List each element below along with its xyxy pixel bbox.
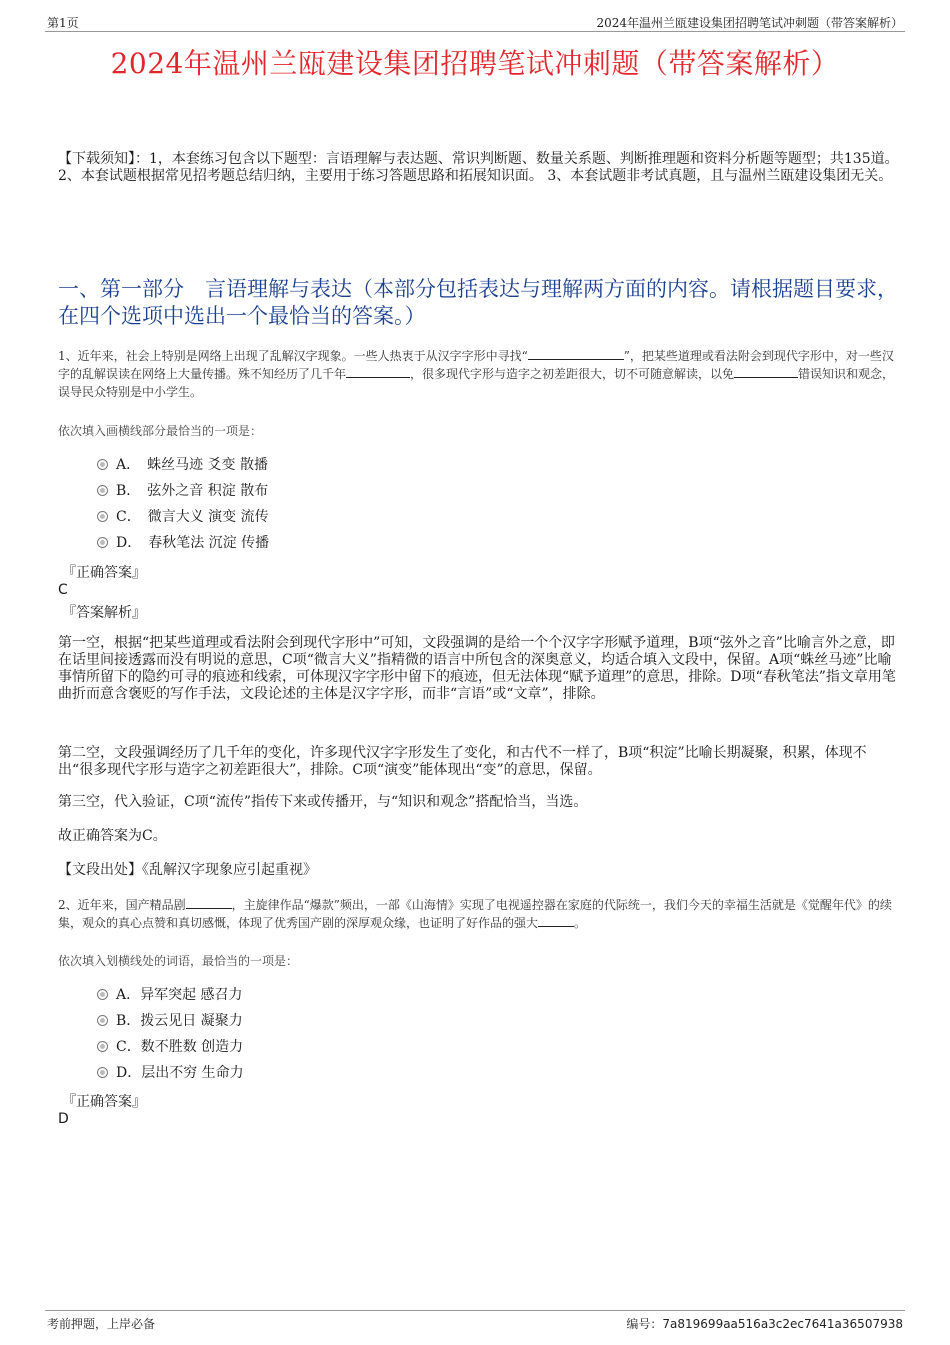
radio-icon[interactable] bbox=[97, 485, 108, 496]
question-1-prompt: 依次填入画横线部分最恰当的一项是： bbox=[58, 424, 263, 438]
source-citation: 【文段出处】《乱解汉字现象应引起重视》 bbox=[58, 862, 317, 878]
blank-1 bbox=[528, 348, 624, 360]
radio-icon[interactable] bbox=[97, 511, 108, 522]
blank-2 bbox=[346, 366, 410, 378]
radio-icon[interactable] bbox=[97, 1015, 108, 1026]
correct-answer-label: 『正确答案』 bbox=[62, 1094, 146, 1110]
correct-answer-label: 『正确答案』 bbox=[62, 565, 146, 581]
option-b[interactable]: B． 弦外之音 积淀 散布 bbox=[97, 481, 268, 501]
page-number: 第1页 bbox=[47, 16, 79, 30]
analysis-paragraph-1: 第一空，根据“把某些道理或看法附会到现代字形中”可知，文段强调的是给一个个汉字字形赋予道理，B项“弦外之音”比喻言外之意，即在话里间接透露而没有明说的意思，C项“微言大义”指精微的语言中所包含的深奥意义，均适合填入文段中，保留。A项“蛛丝马迹”比喻事情所留下的隐约可寻的痕迹和线索，可体现汉字字形中留下的痕迹，但无法体现“赋予道理”的意思，排除。D项“春秋笔法”指文章用笔曲折而意含褒贬的写作手法，文段论述的主体是汉字字形，而非“言语”或“文章”，排除。 bbox=[58, 635, 896, 702]
correct-answer: C bbox=[58, 582, 68, 598]
option-c[interactable]: C． 微言大义 演变 流传 bbox=[97, 507, 269, 527]
option-c[interactable]: C．数不胜数 创造力 bbox=[97, 1037, 243, 1057]
question-2-stem: 2、近年来，国产精品剧 ，主旋律作品“爆款”频出，一部《山海情》实现了电视遥控器在家庭的代际统一，我们今天的幸福生活就是《觉醒年代》的续集，观众的真心点赞和真切感慨，体现了优秀国产剧的深厚观众缘，也证明了好作品的强大 。 bbox=[58, 898, 892, 930]
header-divider bbox=[45, 31, 905, 32]
header-doc-title: 2024年温州兰瓯建设集团招聘笔试冲刺题（带答案解析） bbox=[596, 16, 903, 30]
analysis-paragraph-3: 第三空，代入验证，C项“流传”指传下来或传播开，与“知识和观念”搭配恰当，当选。 bbox=[58, 794, 588, 810]
radio-icon[interactable] bbox=[97, 1067, 108, 1078]
radio-icon[interactable] bbox=[97, 537, 108, 548]
document-code: 编号：7a819699aa516a3c2ec7641a36507938 bbox=[626, 1317, 903, 1331]
correct-answer: D bbox=[58, 1111, 69, 1127]
radio-icon[interactable] bbox=[97, 989, 108, 1000]
option-a[interactable]: A．异军突起 感召力 bbox=[97, 985, 243, 1005]
option-d[interactable]: D． 春秋笔法 沉淀 传播 bbox=[97, 533, 269, 553]
radio-icon[interactable] bbox=[97, 1041, 108, 1052]
analysis-paragraph-2: 第二空，文段强调经历了几千年的变化，许多现代汉字字形发生了变化，和古代不一样了，B项“积淀”比喻长期凝聚，积累，体现不出“很多现代字形与造字之初差距很大”，排除。C项“演变”能体现出“变”的意思，保留。 bbox=[58, 745, 867, 778]
blank-2 bbox=[538, 915, 574, 927]
blank-1 bbox=[186, 897, 232, 909]
page-title: 2024年温州兰瓯建设集团招聘笔试冲刺题（带答案解析） bbox=[110, 47, 840, 80]
footer-slogan: 考前押题，上岸必备 bbox=[47, 1317, 156, 1331]
download-notice: 【下载须知】：1，本套练习包含以下题型：言语理解与表达题、常识判断题、数量关系题、判断推理题和资料分析题等题型；共135道。 2、本套试题根据常见招考题总结归纳，主要用于练习答题思路和拓展知识面。 3、本套试题非考试真题，且与温州兰瓯建设集团无关。 bbox=[58, 151, 899, 184]
radio-icon[interactable] bbox=[97, 459, 108, 470]
option-a[interactable]: A． 蛛丝马迹 爻变 散播 bbox=[97, 455, 268, 475]
option-d[interactable]: D．层出不穷 生命力 bbox=[97, 1063, 244, 1083]
analysis-conclusion: 故正确答案为C。 bbox=[58, 828, 167, 844]
option-b[interactable]: B．拨云见日 凝聚力 bbox=[97, 1011, 243, 1031]
blank-3 bbox=[734, 366, 798, 378]
question-2-prompt: 依次填入划横线处的词语，最恰当的一项是： bbox=[58, 954, 299, 968]
section-heading: 一、第一部分 言语理解与表达（本部分包括表达与理解两方面的内容。请根据题目要求，在四个选项中选出一个最恰当的答案。） bbox=[58, 277, 898, 328]
footer-divider bbox=[45, 1310, 905, 1311]
analysis-label: 『答案解析』 bbox=[62, 605, 146, 621]
question-1-stem: 1、近年来，社会上特别是网络上出现了乱解汉字现象。一些人热衷于从汉字字形中寻找“ ”，把某些道理或看法附会到现代字形中，对一些汉字的乱解误读在网络上大量传播。殊不知经历了几千年 ，很多现代字形与造字之初差距很大，切不可随意解读，以免 错误知识和观念，误导民众特别是中小学生。 bbox=[58, 349, 895, 399]
